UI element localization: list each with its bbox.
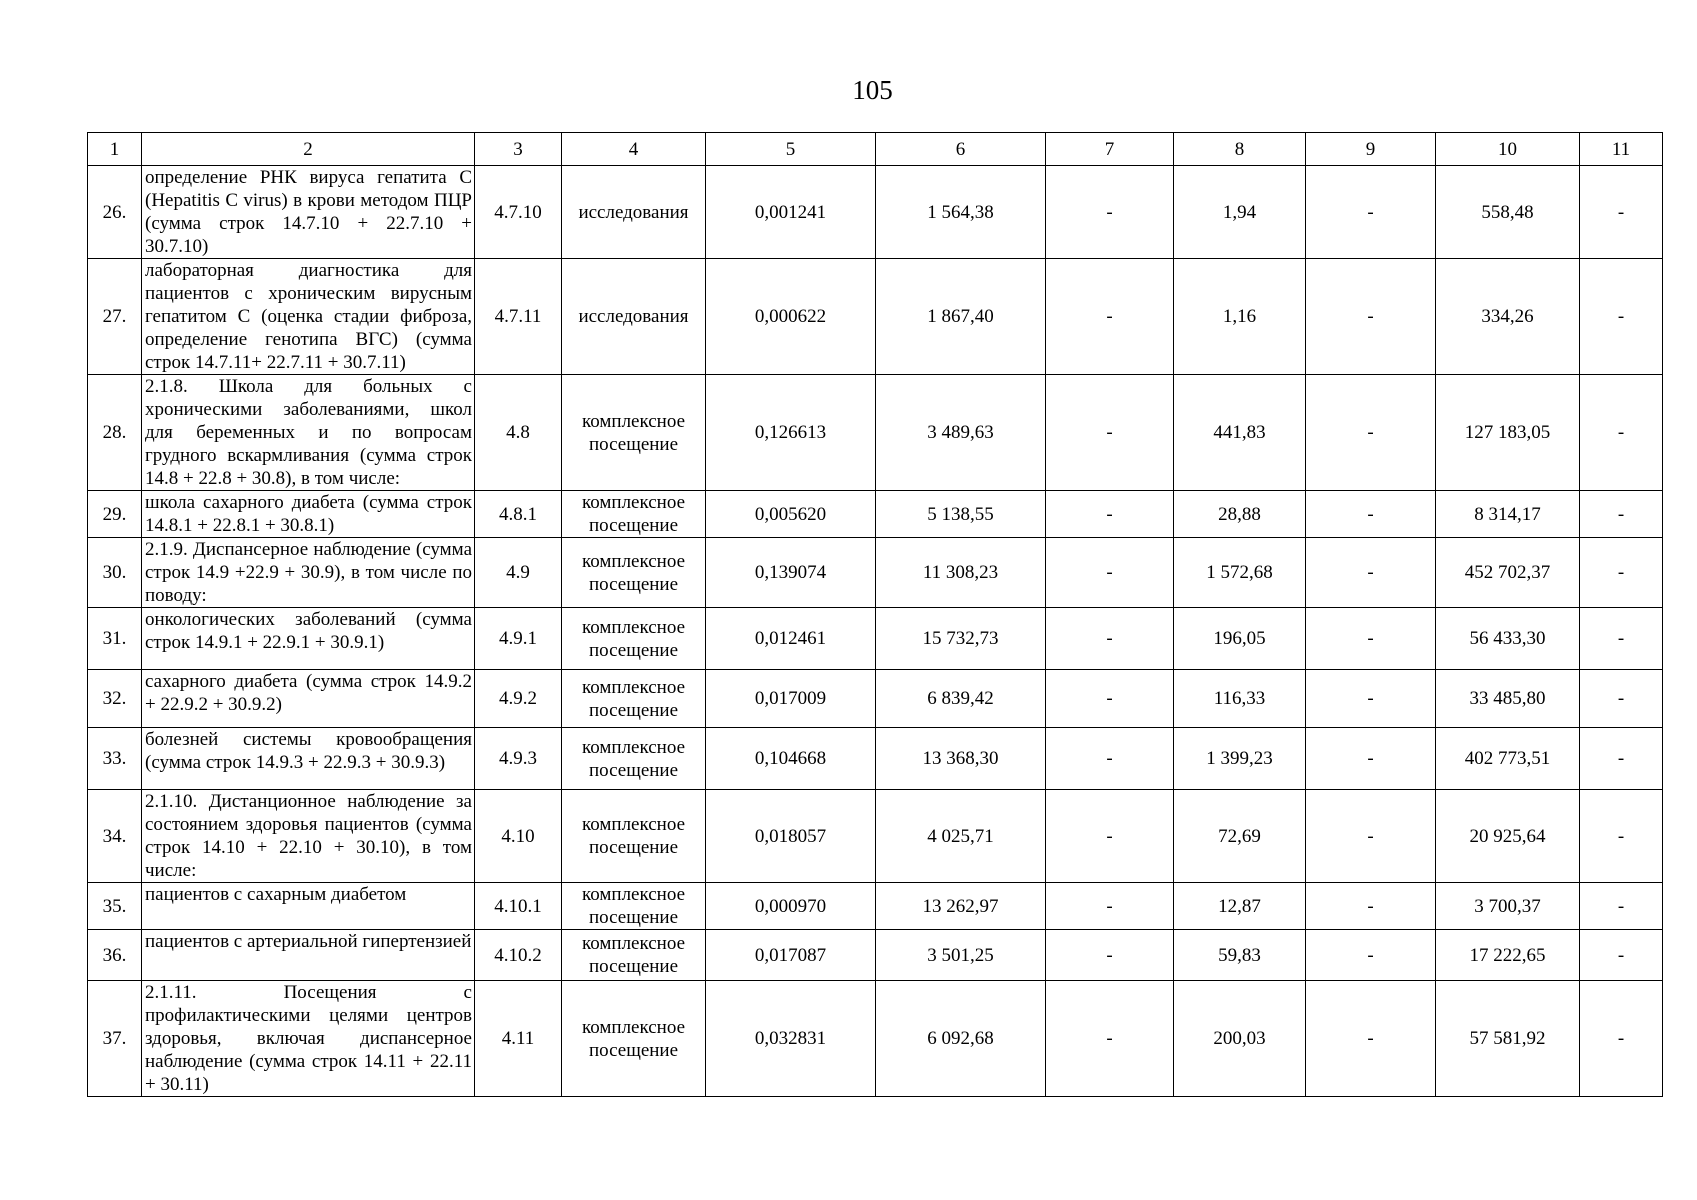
row-number-cell: 26. xyxy=(88,166,142,259)
row-value-cell: 13 368,30 xyxy=(876,728,1046,790)
row-value-cell: - xyxy=(1306,259,1436,375)
row-value-cell: 6 839,42 xyxy=(876,670,1046,728)
row-value-cell: - xyxy=(1306,375,1436,491)
row-value-cell: 441,83 xyxy=(1174,375,1306,491)
row-name-cell: пациентов с артериальной гипертензией xyxy=(142,930,475,981)
row-value-cell: 1 867,40 xyxy=(876,259,1046,375)
row-unit-cell: исследования xyxy=(562,166,706,259)
row-value-cell: 0,005620 xyxy=(706,491,876,538)
row-value-cell: 1 564,38 xyxy=(876,166,1046,259)
header-cell: 3 xyxy=(475,133,562,166)
row-value-cell: 0,017087 xyxy=(706,930,876,981)
row-value-cell: 57 581,92 xyxy=(1436,981,1580,1097)
row-name-cell: 2.1.9. Диспансерное наблюдение (сумма строк 14.9 +22.9 + 30.9), в том числе по поводу: xyxy=(142,538,475,608)
row-value-cell: 13 262,97 xyxy=(876,883,1046,930)
row-number-cell: 36. xyxy=(88,930,142,981)
table-header-row xyxy=(88,133,1663,166)
row-value-cell: - xyxy=(1580,608,1663,670)
row-value-cell: - xyxy=(1306,538,1436,608)
table-row xyxy=(88,375,1663,491)
row-name-cell: 2.1.8. Школа для больных с хроническими заболеваниями, школ для беременных и по вопросам грудного вскармливания (сумма строк 14.8 + 22.8 + 30.8), в том числе: xyxy=(142,375,475,491)
row-unit-cell: комплексное посещение xyxy=(562,981,706,1097)
row-number-cell: 33. xyxy=(88,728,142,790)
row-value-cell: - xyxy=(1580,166,1663,259)
table-row xyxy=(88,930,1663,981)
row-value-cell: - xyxy=(1306,166,1436,259)
row-value-cell: 20 925,64 xyxy=(1436,790,1580,883)
row-code-cell: 4.9.3 xyxy=(475,728,562,790)
row-name-cell: школа сахарного диабета (сумма строк 14.8.1 + 22.8.1 + 30.8.1) xyxy=(142,491,475,538)
header-cell: 8 xyxy=(1174,133,1306,166)
row-value-cell: 402 773,51 xyxy=(1436,728,1580,790)
row-code-cell: 4.8.1 xyxy=(475,491,562,538)
table-row xyxy=(88,491,1663,538)
row-value-cell: 200,03 xyxy=(1174,981,1306,1097)
row-code-cell: 4.7.11 xyxy=(475,259,562,375)
row-value-cell: - xyxy=(1580,670,1663,728)
row-value-cell: 127 183,05 xyxy=(1436,375,1580,491)
row-value-cell: 4 025,71 xyxy=(876,790,1046,883)
row-value-cell: - xyxy=(1580,375,1663,491)
row-value-cell: 452 702,37 xyxy=(1436,538,1580,608)
row-value-cell: - xyxy=(1580,491,1663,538)
row-value-cell: - xyxy=(1046,491,1174,538)
row-code-cell: 4.9 xyxy=(475,538,562,608)
row-value-cell: 0,032831 xyxy=(706,981,876,1097)
table-row xyxy=(88,981,1663,1097)
row-number-cell: 32. xyxy=(88,670,142,728)
row-value-cell: 0,000970 xyxy=(706,883,876,930)
row-number-cell: 34. xyxy=(88,790,142,883)
row-name-cell: сахарного диабета (сумма строк 14.9.2 + 22.9.2 + 30.9.2) xyxy=(142,670,475,728)
row-value-cell: 1,94 xyxy=(1174,166,1306,259)
row-unit-cell: комплексное посещение xyxy=(562,670,706,728)
row-value-cell: - xyxy=(1306,883,1436,930)
row-name-cell: онкологических заболеваний (сумма строк 14.9.1 + 22.9.1 + 30.9.1) xyxy=(142,608,475,670)
row-value-cell: - xyxy=(1046,538,1174,608)
table-row xyxy=(88,538,1663,608)
row-value-cell: 0,000622 xyxy=(706,259,876,375)
row-value-cell: 0,104668 xyxy=(706,728,876,790)
row-name-cell: пациентов с сахарным диабетом xyxy=(142,883,475,930)
row-value-cell: - xyxy=(1580,930,1663,981)
row-value-cell: 15 732,73 xyxy=(876,608,1046,670)
row-value-cell: 0,018057 xyxy=(706,790,876,883)
row-value-cell: - xyxy=(1306,670,1436,728)
row-number-cell: 30. xyxy=(88,538,142,608)
row-unit-cell: комплексное посещение xyxy=(562,930,706,981)
page-number: 105 xyxy=(852,75,893,105)
row-value-cell: 116,33 xyxy=(1174,670,1306,728)
row-value-cell: 0,126613 xyxy=(706,375,876,491)
table-row xyxy=(88,790,1663,883)
table-row xyxy=(88,166,1663,259)
header-cell: 10 xyxy=(1436,133,1580,166)
row-code-cell: 4.10.2 xyxy=(475,930,562,981)
table-row xyxy=(88,728,1663,790)
row-number-cell: 27. xyxy=(88,259,142,375)
row-value-cell: - xyxy=(1046,981,1174,1097)
row-code-cell: 4.11 xyxy=(475,981,562,1097)
row-value-cell: 196,05 xyxy=(1174,608,1306,670)
row-code-cell: 4.10 xyxy=(475,790,562,883)
row-value-cell: - xyxy=(1306,790,1436,883)
row-value-cell: - xyxy=(1580,981,1663,1097)
row-value-cell: 0,017009 xyxy=(706,670,876,728)
row-value-cell: 72,69 xyxy=(1174,790,1306,883)
row-value-cell: - xyxy=(1046,790,1174,883)
row-value-cell: 5 138,55 xyxy=(876,491,1046,538)
row-value-cell: - xyxy=(1306,930,1436,981)
row-code-cell: 4.7.10 xyxy=(475,166,562,259)
row-value-cell: - xyxy=(1046,166,1174,259)
row-unit-cell: комплексное посещение xyxy=(562,538,706,608)
header-cell: 11 xyxy=(1580,133,1663,166)
row-value-cell: 3 700,37 xyxy=(1436,883,1580,930)
row-number-cell: 28. xyxy=(88,375,142,491)
row-code-cell: 4.9.1 xyxy=(475,608,562,670)
row-value-cell: 56 433,30 xyxy=(1436,608,1580,670)
row-name-cell: лабораторная диагностика для пациентов с хроническим вирусным гепатитом С (оценка стадии фиброза, определение генотипа ВГС) (сумма строк 14.7.11+ 22.7.11 + 30.7.11) xyxy=(142,259,475,375)
row-value-cell: 8 314,17 xyxy=(1436,491,1580,538)
row-value-cell: - xyxy=(1046,930,1174,981)
row-value-cell: 3 501,25 xyxy=(876,930,1046,981)
row-code-cell: 4.10.1 xyxy=(475,883,562,930)
row-value-cell: - xyxy=(1580,790,1663,883)
row-unit-cell: комплексное посещение xyxy=(562,883,706,930)
header-cell: 5 xyxy=(706,133,876,166)
row-value-cell: - xyxy=(1046,608,1174,670)
row-value-cell: 59,83 xyxy=(1174,930,1306,981)
header-cell: 1 xyxy=(88,133,142,166)
row-value-cell: 1,16 xyxy=(1174,259,1306,375)
row-number-cell: 35. xyxy=(88,883,142,930)
row-value-cell: - xyxy=(1046,883,1174,930)
header-cell: 6 xyxy=(876,133,1046,166)
table-row xyxy=(88,608,1663,670)
row-name-cell: 2.1.10. Дистанционное наблюдение за состоянием здоровья пациентов (сумма строк 14.10 + 22.10 + 30.10), в том числе: xyxy=(142,790,475,883)
row-value-cell: 33 485,80 xyxy=(1436,670,1580,728)
row-value-cell: 558,48 xyxy=(1436,166,1580,259)
row-number-cell: 31. xyxy=(88,608,142,670)
row-value-cell: - xyxy=(1306,491,1436,538)
row-value-cell: 3 489,63 xyxy=(876,375,1046,491)
row-value-cell: 12,87 xyxy=(1174,883,1306,930)
table-row xyxy=(88,670,1663,728)
row-name-cell: определение РНК вируса гепатита С (Hepatitis C virus) в крови методом ПЦР (сумма строк 14.7.10 + 22.7.10 + 30.7.10) xyxy=(142,166,475,259)
header-cell: 2 xyxy=(142,133,475,166)
row-code-cell: 4.8 xyxy=(475,375,562,491)
table-row xyxy=(88,883,1663,930)
row-name-cell: болезней системы кровообращения (сумма строк 14.9.3 + 22.9.3 + 30.9.3) xyxy=(142,728,475,790)
row-value-cell: 0,012461 xyxy=(706,608,876,670)
row-unit-cell: комплексное посещение xyxy=(562,728,706,790)
row-value-cell: 28,88 xyxy=(1174,491,1306,538)
header-cell: 9 xyxy=(1306,133,1436,166)
row-value-cell: - xyxy=(1580,259,1663,375)
row-number-cell: 37. xyxy=(88,981,142,1097)
row-code-cell: 4.9.2 xyxy=(475,670,562,728)
row-unit-cell: комплексное посещение xyxy=(562,491,706,538)
row-value-cell: 6 092,68 xyxy=(876,981,1046,1097)
row-unit-cell: комплексное посещение xyxy=(562,375,706,491)
row-unit-cell: исследования xyxy=(562,259,706,375)
row-value-cell: 1 399,23 xyxy=(1174,728,1306,790)
row-value-cell: - xyxy=(1306,728,1436,790)
row-value-cell: - xyxy=(1046,375,1174,491)
row-value-cell: - xyxy=(1580,728,1663,790)
row-value-cell: - xyxy=(1580,538,1663,608)
row-value-cell: 1 572,68 xyxy=(1174,538,1306,608)
row-value-cell: 334,26 xyxy=(1436,259,1580,375)
row-value-cell: 0,139074 xyxy=(706,538,876,608)
row-number-cell: 29. xyxy=(88,491,142,538)
row-value-cell: - xyxy=(1306,981,1436,1097)
row-value-cell: 0,001241 xyxy=(706,166,876,259)
data-table xyxy=(87,132,1663,1097)
row-value-cell: - xyxy=(1580,883,1663,930)
header-cell: 4 xyxy=(562,133,706,166)
row-value-cell: - xyxy=(1046,259,1174,375)
row-unit-cell: комплексное посещение xyxy=(562,608,706,670)
table-row xyxy=(88,259,1663,375)
row-unit-cell: комплексное посещение xyxy=(562,790,706,883)
row-value-cell: 17 222,65 xyxy=(1436,930,1580,981)
row-value-cell: - xyxy=(1046,728,1174,790)
row-value-cell: 11 308,23 xyxy=(876,538,1046,608)
row-value-cell: - xyxy=(1046,670,1174,728)
row-name-cell: 2.1.11. Посещения с профилактическими целями центров здоровья, включая диспансерное наблюдение (сумма строк 14.11 + 22.11 + 30.11) xyxy=(142,981,475,1097)
row-value-cell: - xyxy=(1306,608,1436,670)
header-cell: 7 xyxy=(1046,133,1174,166)
